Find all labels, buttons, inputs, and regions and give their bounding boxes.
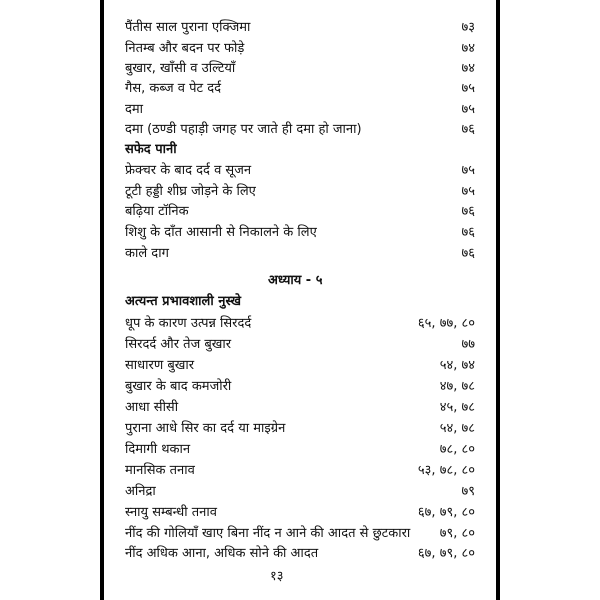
entry-pages: ७८, ८० <box>439 442 475 457</box>
entry-pages: ७५ <box>461 184 475 199</box>
entry-text: शिशु के दाँत आसानी से निकालने के लिए <box>125 225 317 240</box>
entry-pages: ७९ <box>461 484 475 499</box>
entry-text: स्नायु सम्बन्धी तनाव <box>125 505 217 520</box>
entry-text: काले दाग <box>125 246 169 261</box>
index-entry <box>125 181 475 202</box>
entry-text: बढ़िया टॉनिक <box>125 204 189 219</box>
index-entry <box>125 523 475 544</box>
page-number: १३ <box>270 569 284 584</box>
entry-pages: ७४ <box>461 41 475 56</box>
index-entry <box>125 439 475 460</box>
entry-pages: ६५, ७७, ८० <box>417 316 475 331</box>
entry-pages: ४७, ७८ <box>439 379 475 394</box>
index-entry <box>125 38 475 59</box>
entry-pages: ४५, ७८ <box>439 400 475 415</box>
entry-text: सिरदर्द और तेज बुखार <box>125 337 232 352</box>
chapter-title: अध्याय - ५ <box>268 273 323 288</box>
index-entry <box>125 243 475 264</box>
index-entry <box>125 502 475 523</box>
entry-pages: ५४, ७४ <box>439 358 475 373</box>
entry-text: पुराना आधे सिर का दर्द या माइग्रेन <box>125 421 286 436</box>
section-heading: सफेद पानी <box>125 142 177 157</box>
entry-pages: ७५ <box>461 102 475 117</box>
index-entry <box>125 481 475 502</box>
entry-text: दमा <box>125 102 144 117</box>
entry-pages: ५३, ७८, ८० <box>417 463 475 478</box>
index-entry <box>125 222 475 243</box>
index-entry <box>125 460 475 481</box>
index-entry <box>125 543 475 564</box>
entry-text: अनिद्रा <box>125 484 156 499</box>
index-entry <box>125 119 475 140</box>
section-heading: अत्यन्त प्रभावशाली नुस्खे <box>125 294 242 309</box>
index-entry <box>125 376 475 397</box>
entry-pages: ७३ <box>461 20 475 35</box>
entry-pages: ७५ <box>461 163 475 178</box>
entry-pages: ७६ <box>461 225 475 240</box>
entry-text: टूटी हड्डी शीघ्र जोड़ने के लिए <box>125 184 256 199</box>
entry-pages: ७६ <box>461 246 475 261</box>
index-entry <box>125 17 475 38</box>
entry-pages: ७६ <box>461 122 475 137</box>
entry-text: धूप के कारण उत्पन्न सिरदर्द <box>125 316 252 331</box>
entry-text: साधारण बुखार <box>125 358 195 373</box>
left-margin-line <box>100 0 104 600</box>
entry-pages: ६७, ७९, ८० <box>417 546 475 561</box>
index-entry <box>125 78 475 99</box>
entry-text: नितम्ब और बदन पर फोड़े <box>125 41 245 56</box>
entry-pages: ७५ <box>461 81 475 96</box>
index-entry <box>125 334 475 355</box>
index-entry <box>125 355 475 376</box>
entry-text: नींद अधिक आना, अधिक सोने की आदत <box>125 546 319 561</box>
entry-text: बुखार के बाद कमजोरी <box>125 379 232 394</box>
entry-text: गैस, कब्ज व पेट दर्द <box>125 81 222 96</box>
index-entry <box>125 397 475 418</box>
entry-pages: ५४, ७८ <box>439 421 475 436</box>
index-entry <box>125 418 475 439</box>
entry-text: बुखार, खाँसी व उल्टियाँ <box>125 61 236 76</box>
index-entry <box>125 58 475 79</box>
right-margin-line <box>496 0 500 600</box>
entry-text: नींद की गोलियाँ खाए बिना नींद न आने की आदत से छुटकारा <box>125 526 411 541</box>
index-entry <box>125 313 475 334</box>
entry-text: आधा सीसी <box>125 400 179 415</box>
entry-text: पैंतीस साल पुराना एक्जिमा <box>125 20 251 35</box>
section-heading-row <box>125 291 475 312</box>
entry-pages: ७९, ८० <box>439 526 475 541</box>
section-heading-row <box>125 139 475 160</box>
index-entry <box>125 160 475 181</box>
entry-text: दिमागी थकान <box>125 442 191 457</box>
entry-pages: ७४ <box>461 61 475 76</box>
index-entry <box>125 99 475 120</box>
entry-pages: ६७, ७९, ८० <box>417 505 475 520</box>
entry-text: दमा (ठण्डी पहाड़ी जगह पर जाते ही दमा हो जाना) <box>125 122 362 137</box>
entry-text: फ्रेक्चर के बाद दर्द व सूजन <box>125 163 252 178</box>
entry-text: मानसिक तनाव <box>125 463 195 478</box>
entry-pages: ७७ <box>461 337 475 352</box>
entry-pages: ७६ <box>461 204 475 219</box>
index-entry <box>125 201 475 222</box>
